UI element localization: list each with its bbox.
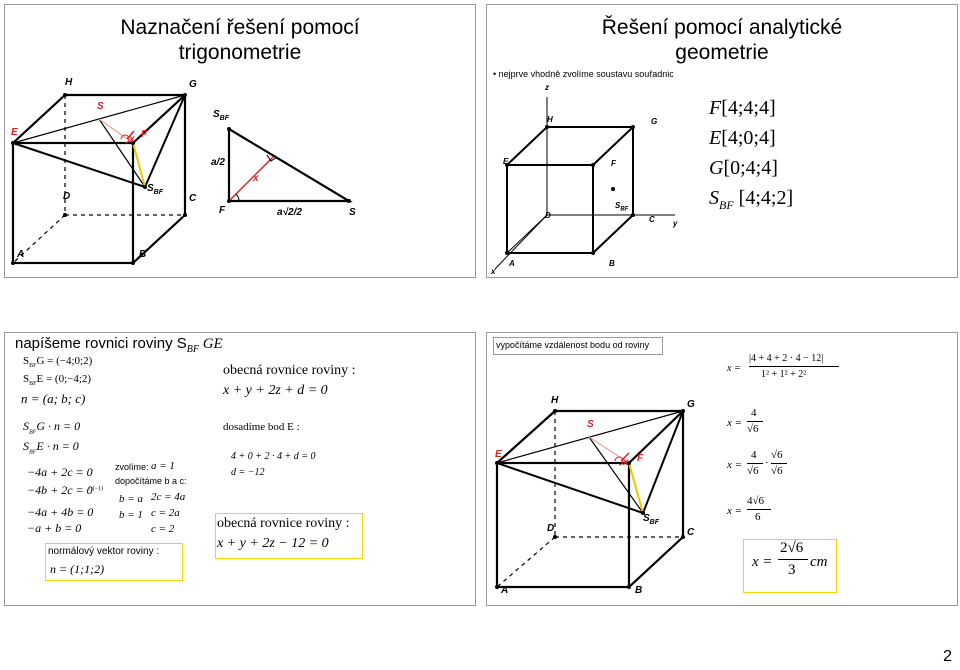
b-val: b = 1 (119, 509, 143, 521)
tri-label-S: S (349, 207, 356, 218)
label2-E: E (503, 157, 509, 166)
slide-plane-equation (4, 332, 476, 606)
axis-x: x (491, 267, 496, 276)
label-A: A (17, 249, 25, 260)
final-equation-box (215, 513, 363, 559)
slide2-title: Řešení pomocí analytické geometrie (601, 16, 843, 64)
label4-B: B (635, 585, 643, 596)
label2-SBF: $S_{BF}$ (615, 201, 629, 213)
tri-label-SBF: $S_{BF}$ (213, 109, 230, 122)
eq-3: −4a + 4b = 0 (27, 505, 94, 519)
coord-F: F[4;4;4] (709, 97, 776, 119)
label4-x: x (623, 457, 629, 468)
n-def: n = (a; b; c) (21, 391, 86, 406)
page-number: 2 (943, 648, 952, 665)
bullet-coordinate-system: • nejprve vhodně zvolíme soustavu souřadnic (493, 69, 674, 79)
label2-D: D (545, 211, 551, 220)
slide1-title: Naznačení řešení pomocí trigonometrie (120, 16, 360, 64)
slide-trigonometry (4, 4, 476, 278)
tri-label-half: a/2 (211, 157, 225, 168)
label-G: G (189, 79, 197, 90)
label4-S: S (587, 419, 594, 430)
label-D: D (63, 191, 71, 202)
label4-F: F (637, 453, 644, 464)
label4-E: E (495, 449, 502, 460)
label-B: B (139, 249, 147, 260)
vec-SBF-G: $S_{BF}G$ = (−4;0;2) (23, 355, 93, 370)
axis-z: z (545, 83, 549, 92)
label4-C: C (687, 527, 695, 538)
result-box: x = 2√6 3 cm (743, 539, 837, 593)
dot-eq-2: $S_{BF}E \cdot n = 0$ (23, 439, 79, 456)
label4-G: G (687, 399, 695, 410)
eq-2: −4b + 2c = 0 (27, 483, 93, 497)
choose-val: a = 1 (151, 460, 175, 472)
tri-label-base: a√2/2 (277, 207, 302, 218)
slide-distance: vypočítáme vzdálenost bodu od roviny H G S E F x D $S_{BF}$ C A B x = |4 + 4 + 2 · 4 − 12| 1² + 1² + 2² x = 4 √6 x = 4 √6 · √6 √6 x = 4√6 6 x = 2√6 3 cm (486, 332, 958, 606)
final-label: obecná rovnice roviny : (217, 516, 350, 531)
label-x: x (129, 134, 135, 145)
label2-H: H (547, 115, 553, 124)
normal-vector-box (45, 543, 183, 581)
choose-label: zvolíme: (115, 462, 149, 472)
slide-analytic (486, 4, 958, 278)
label4-A: A (501, 585, 509, 596)
general-eq: x + y + 2z + d = 0 (223, 383, 328, 398)
slide3-title: napíšeme rovnici roviny $S_{BF}$ GE (15, 335, 223, 355)
normal-val: n = (1;1;2) (50, 562, 105, 576)
normal-label: normálový vektor roviny : (48, 546, 160, 557)
general-label: obecná rovnice roviny : (223, 363, 356, 378)
d-val: d = −12 (231, 467, 265, 478)
label2-B: B (609, 259, 615, 268)
final-eq: x + y + 2z − 12 = 0 (217, 536, 329, 551)
label-H: H (65, 77, 73, 88)
axis-y: y (673, 219, 678, 228)
label4-H: H (551, 395, 559, 406)
label-F: F (141, 129, 148, 140)
mult-note: /·(−1) (89, 486, 104, 492)
distance-cube-figure (487, 333, 957, 605)
label2-C: C (649, 215, 655, 224)
compute-label: dopočítáme b a c: (115, 476, 187, 486)
coord-E: E[4;0;4] (709, 127, 776, 149)
eq-4: −a + b = 0 (27, 521, 82, 535)
label-S: S (97, 101, 104, 112)
dot-eq-1: $S_{BF}G \cdot n = 0$ (23, 419, 81, 436)
c-3: c = 2 (151, 523, 175, 535)
label-E: E (11, 127, 18, 138)
label-C: C (189, 193, 197, 204)
triangle-figure (5, 5, 475, 277)
c-1: 2c = 4a (151, 491, 186, 503)
coord-SBF: $S_{BF}$ [4;4;2] (709, 187, 794, 212)
heading: vypočítáme vzdálenost bodu od roviny (496, 340, 650, 350)
coord-G: G[0;4;4] (709, 157, 778, 179)
label-SBF: $S_{BF}$ (147, 183, 164, 196)
label2-G: G (651, 117, 658, 126)
b-eq: b = a (119, 493, 143, 505)
label2-F: F (611, 159, 616, 168)
eq-1: −4a + 2c = 0 (27, 465, 93, 479)
label2-A: A (509, 259, 515, 268)
tri-label-F: F (219, 205, 226, 216)
tri-label-x: x (253, 173, 259, 184)
label4-D: D (547, 523, 555, 534)
subst-label: dosadíme bod E : (223, 421, 300, 433)
vec-SBF-E: $S_{BF}E$ = (0;−4;2) (23, 373, 92, 388)
label4-SBF: $S_{BF}$ (643, 513, 660, 526)
subst-eq: 4 + 0 + 2 · 4 + d = 0 (231, 451, 316, 462)
c-2: c = 2a (151, 507, 180, 519)
